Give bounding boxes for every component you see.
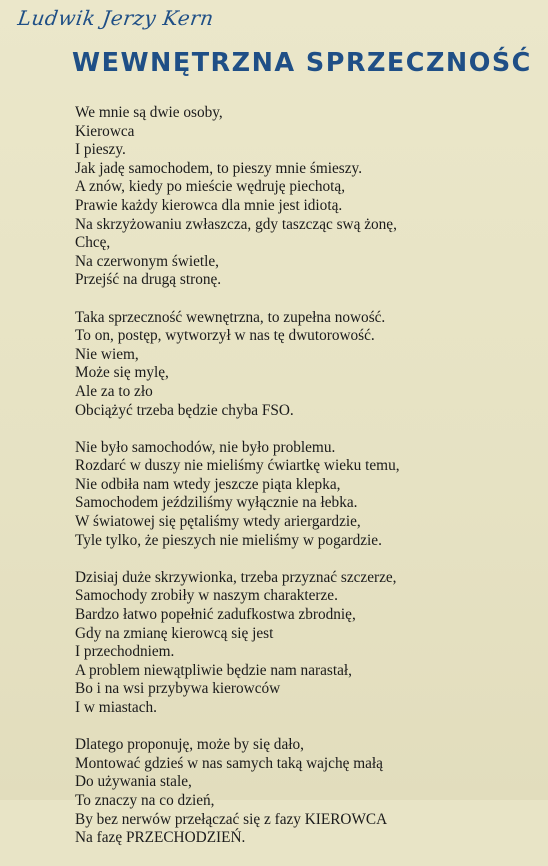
poem-line: We mnie są dwie osoby, <box>75 104 223 121</box>
poem-line: Ale za to zło <box>75 382 153 400</box>
stanza-4 <box>75 569 535 718</box>
poem-line: Bo i na wsi przybywa kierowców <box>75 680 281 698</box>
poem-line: Przejść na drugą stronę. <box>75 271 222 289</box>
stanza-3 <box>75 439 535 551</box>
poem-line: Jak jadę samochodem, to pieszy mnie śmieszy. <box>75 159 363 177</box>
poem-line: Prawie każdy kierowca dla mnie jest idiotą. <box>75 196 343 214</box>
stanza-5 <box>75 736 535 848</box>
poem-line: Samochodem jeździliśmy wyłącznie na łebka. <box>75 494 358 512</box>
poem-line: Dlatego proponuję, może by się dało, <box>75 736 304 754</box>
poem-line: To znaczy na co dzień, <box>75 791 215 809</box>
poem-line: Nie było samochodów, nie było problemu. <box>75 438 336 456</box>
poem-line: Montować gdzieś w nas samych taką wajchę małą <box>75 754 383 772</box>
poem-title: WEWNĘTRZNA SPRZECZNOŚĆ <box>72 48 532 78</box>
poem-line: Dzisiaj duże skrzywionka, trzeba przyznać szczerze, <box>75 568 397 586</box>
poem-line: Nie odbiła nam wtedy jeszcze piąta klepka, <box>75 475 341 493</box>
poem-line: I w miastach. <box>75 699 157 716</box>
poem-line: To on, postęp, wytworzył w nas tę dwutorowość. <box>75 327 375 345</box>
poem-line: Bardzo łatwo popełnić zadufkostwa zbrodnię, <box>75 606 356 624</box>
poem-line: By bez nerwów przełączać się z fazy KIEROWCA <box>75 810 388 828</box>
poem-line: I pieszy. <box>75 141 126 159</box>
poem-line: Gdy na zmianę kierowcą się jest <box>75 624 274 642</box>
poem-line: Chcę, <box>75 234 111 252</box>
poem-line: W światowej się pętaliśmy wtedy ariergardzie, <box>75 513 361 531</box>
poem-line: Samochody zrobiły w naszym charakterze. <box>75 587 338 605</box>
stanza-1 <box>75 104 535 290</box>
poem-body <box>75 104 535 866</box>
poem-line: Nie wiem, <box>75 345 139 363</box>
stanza-2 <box>75 309 535 421</box>
poem-line: Może się mylę, <box>75 364 169 382</box>
poem-line: A problem niewątpliwie będzie nam narastał, <box>75 661 352 679</box>
poem-line: Obciążyć trzeba będzie chyba FSO. <box>75 401 294 419</box>
poem-line: Na fazę PRZECHODZIEŃ. <box>75 829 246 847</box>
poem-line: Taka sprzeczność wewnętrzna, to zupełna nowość. <box>75 308 386 326</box>
poem-line: Na skrzyżowaniu zwłaszcza, gdy taszcząc swą żonę, <box>75 215 397 233</box>
poem-line: A znów, kiedy po mieście wędruję piechotą, <box>75 178 346 196</box>
poem-line: Kierowca <box>75 122 135 140</box>
poem-line: Na czerwonym świetle, <box>75 252 219 270</box>
poem-line: Do używania stale, <box>75 773 192 791</box>
author-name: Ludwik Jerzy Kern <box>16 6 216 30</box>
poem-line: Rozdarć w duszy nie mieliśmy ćwiartkę wieku temu, <box>75 457 400 475</box>
poem-line: I przechodniem. <box>75 643 175 661</box>
poem-line: Tyle tylko, że pieszych nie mieliśmy w pogardzie. <box>75 531 382 549</box>
